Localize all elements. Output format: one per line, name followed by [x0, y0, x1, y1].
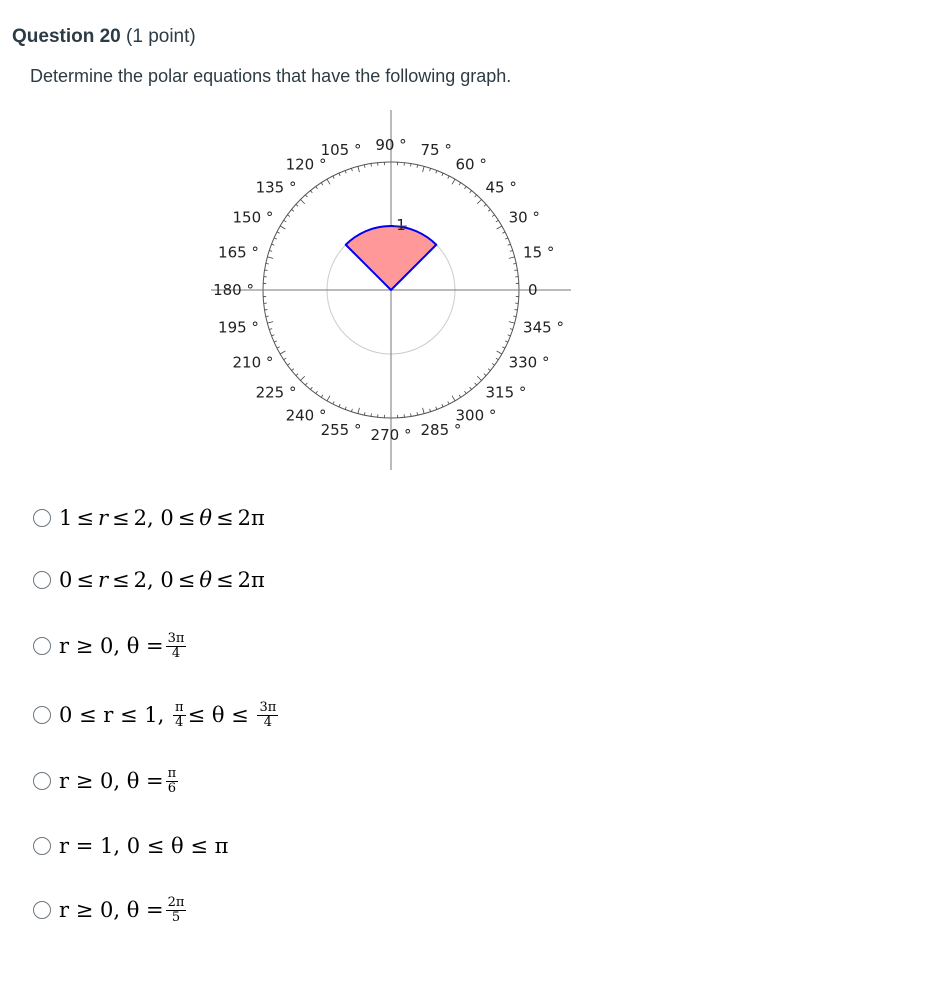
- angle-tick: [280, 226, 285, 229]
- radio-button[interactable]: [33, 772, 51, 790]
- angle-tick: [345, 407, 346, 410]
- angle-tick: [333, 176, 334, 179]
- angle-label: 285 °: [420, 421, 462, 440]
- angle-label: 300 °: [455, 406, 497, 425]
- angle-label: 180 °: [213, 281, 254, 299]
- fraction: [257, 701, 278, 729]
- angle-tick: [459, 395, 461, 398]
- angle-tick: [277, 232, 280, 233]
- math-token: ≤: [76, 568, 94, 592]
- math-token: ≤: [112, 506, 130, 530]
- math-token: ≤: [112, 568, 130, 592]
- angle-label: 210 °: [232, 353, 274, 372]
- angle-tick: [287, 215, 289, 217]
- angle-tick: [502, 347, 505, 348]
- math-prefix: 0 ≤ r ≤ 1,: [59, 703, 165, 727]
- radio-button[interactable]: [33, 637, 51, 655]
- angle-tick: [497, 351, 502, 354]
- angle-label: 270 °: [370, 426, 412, 444]
- angle-tick: [305, 195, 307, 197]
- math-token: 0: [160, 568, 174, 592]
- angle-tick: [417, 412, 418, 415]
- math-text: r = 1, 0 ≤ θ ≤ π: [59, 834, 229, 858]
- angle-tick: [448, 176, 449, 179]
- fraction-numerator: 3π: [259, 699, 277, 715]
- angle-tick: [296, 204, 298, 206]
- angle-tick: [430, 168, 431, 171]
- radio-button[interactable]: [33, 837, 51, 855]
- choice-b-equation: [59, 568, 265, 592]
- angle-tick: [448, 401, 449, 404]
- question-prompt: Determine the polar equations that have the following graph.: [30, 66, 512, 86]
- choice-g-equation: [59, 896, 188, 924]
- angle-label: 255 °: [320, 421, 362, 440]
- math-token: 2,: [133, 506, 154, 530]
- angle-tick: [284, 358, 287, 360]
- math-token: ≤: [177, 568, 196, 592]
- angle-tick: [327, 179, 330, 184]
- angle-tick: [277, 347, 280, 348]
- math-prefix: r ≥ 0, θ =: [59, 769, 164, 793]
- choice-g[interactable]: [33, 894, 188, 925]
- angle-tick: [484, 204, 486, 206]
- choice-f[interactable]: [33, 833, 228, 859]
- angle-tick: [316, 391, 318, 393]
- angle-tick: [470, 191, 472, 193]
- angle-tick: [327, 396, 330, 401]
- math-token: 2π: [237, 568, 265, 592]
- angle-label: 105 °: [320, 140, 362, 159]
- angle-label: 195 °: [218, 318, 259, 337]
- fraction: [166, 632, 187, 660]
- math-token: ≤: [177, 506, 196, 530]
- angle-tick: [351, 168, 352, 171]
- angle-label: 165 °: [218, 243, 259, 262]
- angle-tick: [272, 335, 275, 336]
- angle-tick: [339, 404, 340, 407]
- angle-tick: [305, 383, 307, 385]
- math-token: 0: [160, 506, 174, 530]
- math-token: 0: [59, 568, 73, 592]
- angle-tick: [266, 263, 269, 264]
- angle-label: 240 °: [285, 406, 327, 425]
- angle-tick: [287, 363, 289, 365]
- angle-tick: [497, 226, 502, 229]
- angle-tick: [364, 165, 365, 168]
- angle-tick: [423, 408, 425, 414]
- angle-tick: [284, 220, 287, 222]
- angle-tick: [513, 263, 516, 264]
- angle-tick: [484, 374, 486, 376]
- choice-f-equation: [59, 834, 228, 858]
- fraction-denominator: 5: [171, 909, 181, 925]
- angle-tick: [339, 173, 340, 176]
- angle-tick: [452, 396, 455, 401]
- angle-tick: [505, 341, 508, 342]
- angle-label: 150 °: [232, 208, 274, 227]
- angle-tick: [492, 215, 494, 217]
- angle-tick: [452, 179, 455, 184]
- angle-tick: [351, 409, 352, 412]
- radial-tick-label: 1: [396, 216, 406, 234]
- fraction-denominator: 4: [171, 645, 181, 661]
- angle-tick: [464, 391, 466, 393]
- angle-tick: [442, 173, 443, 176]
- angle-tick: [508, 244, 511, 245]
- angle-tick: [475, 195, 477, 197]
- angle-label: 45 °: [485, 178, 517, 197]
- question-title: Question 20: [12, 26, 121, 47]
- choice-d-equation: [59, 701, 280, 729]
- angle-tick: [267, 322, 273, 324]
- fraction-numerator: π: [167, 765, 177, 781]
- fraction-numerator: 3π: [167, 630, 185, 646]
- angle-label: 0: [528, 281, 538, 299]
- angle-tick: [459, 183, 461, 186]
- angle-tick: [310, 191, 312, 193]
- choice-c-equation: [59, 632, 188, 660]
- angle-tick: [321, 395, 323, 398]
- angle-label: 60 °: [455, 155, 487, 174]
- angle-tick: [267, 257, 273, 259]
- angle-tick: [333, 401, 334, 404]
- math-token: 2π: [237, 506, 265, 530]
- fraction-denominator: 6: [167, 780, 177, 796]
- angle-tick: [488, 369, 490, 371]
- angle-tick: [510, 250, 513, 251]
- shaded-region: [346, 226, 437, 290]
- angle-tick: [475, 383, 477, 385]
- math-token: ≤: [216, 568, 234, 592]
- angle-tick: [266, 316, 269, 317]
- angle-tick: [477, 376, 481, 380]
- angle-label: 15 °: [523, 243, 555, 262]
- angle-tick: [477, 199, 481, 203]
- angle-tick: [321, 183, 323, 186]
- angle-tick: [300, 199, 304, 203]
- math-token: r: [97, 568, 109, 592]
- angle-label: 345 °: [523, 318, 564, 337]
- angle-tick: [274, 238, 277, 239]
- angle-tick: [345, 171, 346, 174]
- fraction-denominator: 4: [263, 714, 272, 730]
- angle-tick: [502, 232, 505, 233]
- angle-tick: [464, 186, 466, 188]
- angle-tick: [430, 409, 431, 412]
- math-prefix: r ≥ 0, θ =: [59, 634, 164, 658]
- math-token: 1: [59, 506, 73, 530]
- angle-tick: [358, 166, 360, 172]
- fraction: [166, 767, 179, 795]
- choice-e-equation: [59, 767, 180, 795]
- angle-tick: [509, 322, 515, 324]
- angle-tick: [488, 209, 490, 211]
- math-middle: ≤ θ ≤: [187, 703, 249, 727]
- angle-tick: [364, 412, 365, 415]
- angle-tick: [296, 374, 298, 376]
- angle-tick: [492, 363, 494, 365]
- fraction-numerator: 2π: [167, 894, 185, 910]
- choice-c[interactable]: [33, 630, 188, 661]
- radio-button[interactable]: [33, 706, 51, 724]
- angle-label: 135 °: [255, 178, 297, 197]
- angle-label: 30 °: [508, 208, 540, 227]
- angle-tick: [508, 335, 511, 336]
- angle-tick: [496, 220, 499, 222]
- angle-tick: [310, 387, 312, 389]
- choice-b[interactable]: [33, 567, 265, 593]
- angle-tick: [269, 329, 272, 330]
- fraction: [173, 701, 186, 729]
- angle-label: 90 °: [375, 136, 407, 154]
- angle-tick: [436, 171, 437, 174]
- angle-tick: [358, 408, 360, 414]
- angle-tick: [292, 369, 294, 371]
- angle-tick: [292, 209, 294, 211]
- angle-label: 330 °: [508, 353, 550, 372]
- angle-tick: [513, 316, 516, 317]
- math-token: θ: [199, 568, 213, 592]
- math-token: 2,: [133, 568, 154, 592]
- choice-e[interactable]: [33, 765, 180, 796]
- angle-tick: [269, 250, 272, 251]
- angle-tick: [417, 165, 418, 168]
- angle-tick: [509, 257, 515, 259]
- angle-tick: [272, 244, 275, 245]
- angle-label: 75 °: [420, 140, 452, 159]
- angle-tick: [470, 387, 472, 389]
- math-token: θ: [199, 506, 213, 530]
- angle-tick: [505, 238, 508, 239]
- angle-tick: [423, 166, 425, 172]
- angle-tick: [496, 358, 499, 360]
- radio-button[interactable]: [33, 509, 51, 527]
- angle-tick: [436, 407, 437, 410]
- choice-a-equation: [59, 506, 265, 530]
- angle-tick: [274, 341, 277, 342]
- question-points: (1 point): [126, 26, 196, 47]
- radio-button[interactable]: [33, 901, 51, 919]
- angle-tick: [442, 404, 443, 407]
- angle-label: 120 °: [285, 155, 327, 174]
- angle-tick: [280, 351, 285, 354]
- choice-a[interactable]: [33, 505, 265, 531]
- angle-tick: [510, 329, 513, 330]
- fraction-numerator: π: [175, 699, 184, 715]
- math-prefix: r ≥ 0, θ =: [59, 898, 164, 922]
- angle-tick: [300, 376, 304, 380]
- angle-label: 225 °: [255, 383, 297, 402]
- fraction: [166, 896, 187, 924]
- choice-d[interactable]: [33, 699, 280, 730]
- angle-label: 315 °: [485, 383, 527, 402]
- angle-tick: [316, 186, 318, 188]
- math-token: r: [97, 506, 109, 530]
- math-token: ≤: [216, 506, 234, 530]
- radio-button[interactable]: [33, 571, 51, 589]
- fraction-denominator: 4: [175, 714, 184, 730]
- math-token: ≤: [76, 506, 94, 530]
